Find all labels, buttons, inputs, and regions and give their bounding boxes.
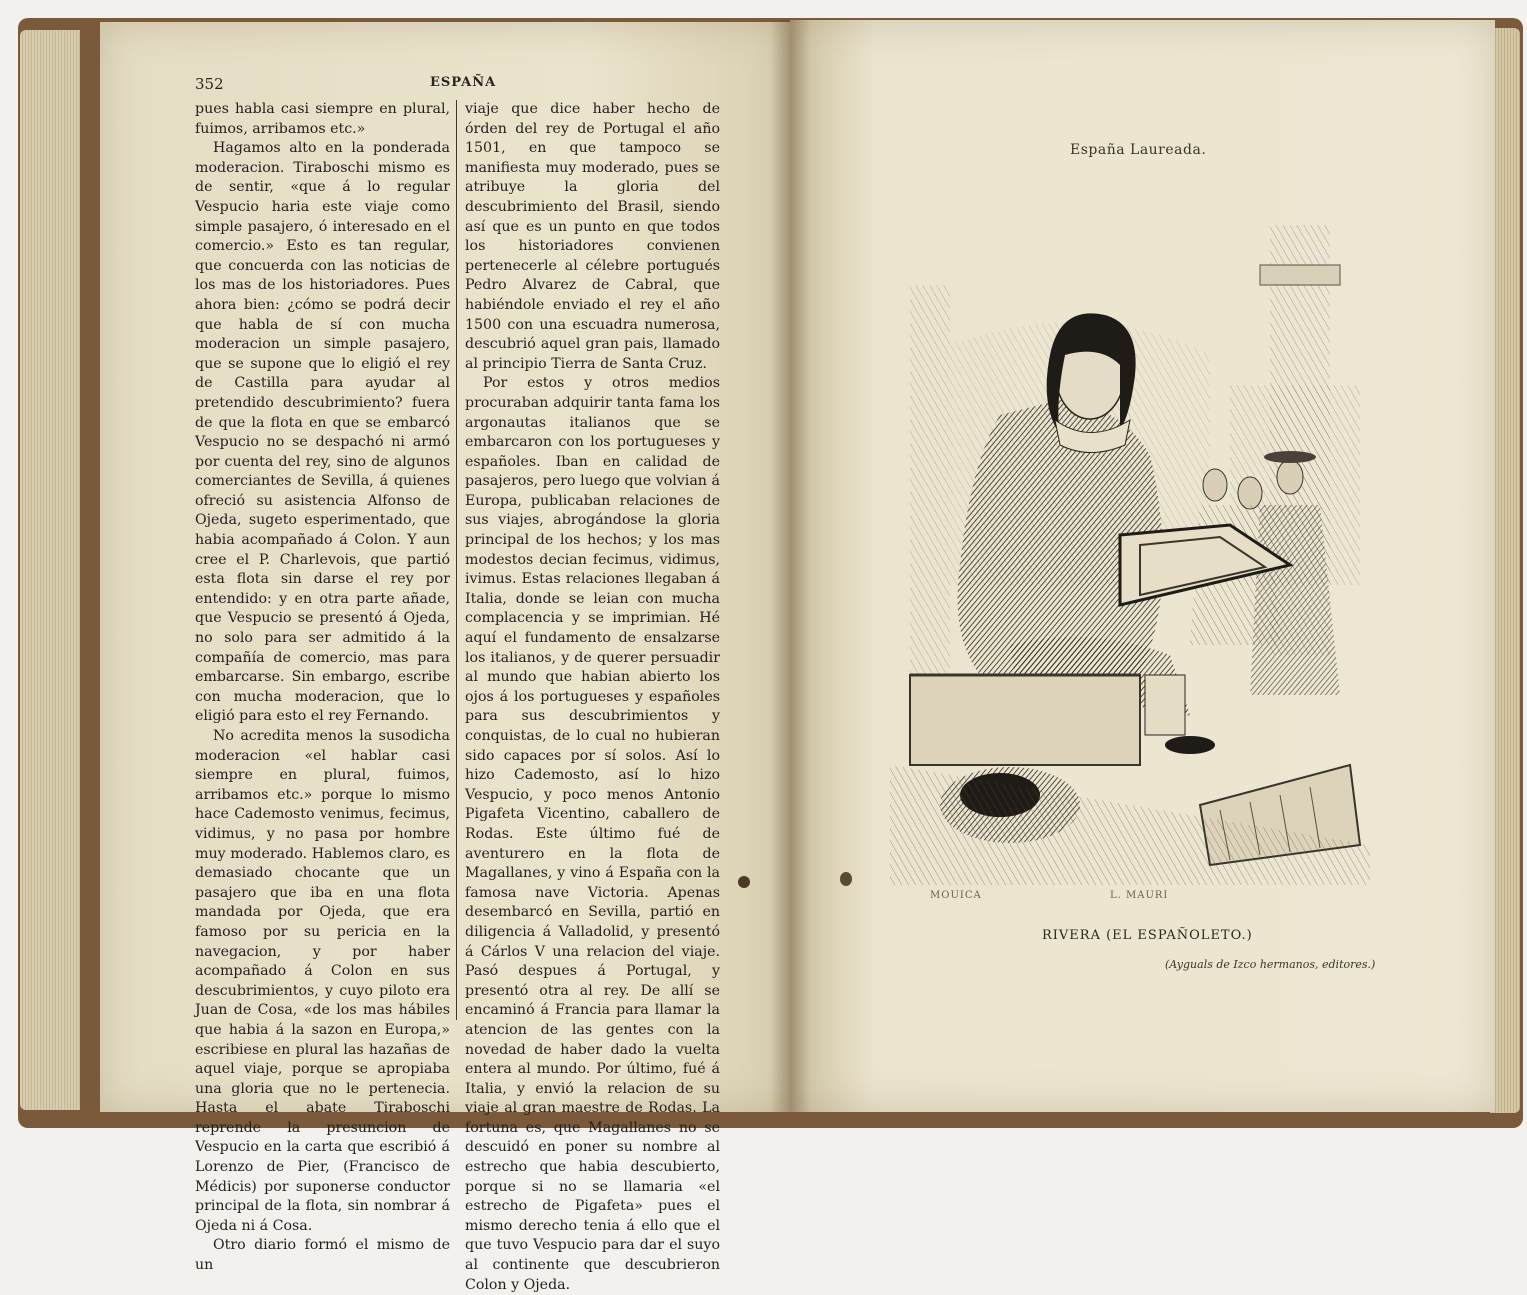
paragraph: No acredita menos la susodicha moderacion «el hablar casi siempre en plural, fuimos, arribamos etc.» porque lo mismo hace Cademosto venimus, fecimus, vidimus, y no pasa por hombre muy moderado. Hablemos claro, es demasiado chocante que un pasajero que iba en una flota mandada por Ojeda, que era famoso por su pericia en la navegacion, y por haber acompañado á Colon en sus descubrimientos, y cuyo piloto era Juan de Cosa, «de los mas hábiles que habia á la sazon en Europa,» escribiese en plural las hazañas de aquel viaje, porque se apropiaba una gloria que no le pertenecia. Hasta el abate Tiraboschi reprende la presuncion de Vespucio en la carta que escribió á Lorenzo de Pier, (Francisco de Médicis) por suponerse conductor principal de la flota, sin nombrar á Ojeda ni á Cosa. <box>195 728 450 1234</box>
engraver-signature-right: L. MAURI <box>1110 890 1169 901</box>
engraver-signature-left: MOUICA <box>930 890 982 901</box>
page-edges-left <box>20 30 80 1110</box>
paragraph: viaje que dice haber hecho de órden del rey de Portugal el año 1501, en que tampoco se manifiesta muy moderado, pues se atribuye la gloria del descubrimiento del Brasil, siendo así que es un punto en que todos los historiadores convienen pertenecerle al célebre portugués Pedro Alvarez de Cabral, que habiéndole enviado el rey el año 1500 con una escuadra numerosa, descubrió aquel gran pais, llamado al principio Tierra de Santa Cruz. <box>465 101 720 372</box>
column-rule <box>456 100 457 1020</box>
paragraph: Otro diario formó el mismo de un <box>195 1237 450 1274</box>
paragraph: Por estos y otros medios procuraban adquirir tanta fama los argonautas italianos que se embarcaron con los portugueses y españoles. Iban en calidad de pasajeros, pero luego que volvian á Europa, publicaban relaciones de sus viajes, abrogándose la gloria principal de los hechos; y los mas modestos decian fecimus, vidimus, ivimus. Estas relaciones llegaban á Italia, donde se leian con mucha complacencia y se imprimian. Hé aquí el fundamento de ensalzarse los italianos, y de querer persuadir al mundo que habian abierto los ojos á los portugueses y españoles para sus descubrimientos y conquistas, de lo cual no hubieran sido capaces por sí solos. Así lo hizo Cademosto, así lo hizo Vespucio, y poco menos Antonio Pigafeta Vicentino, caballero de Rodas. Este último fué de aventurero en la flota de Magallanes, y vino á España con la famosa nave Victoria. Apenas desembarcó en Sevilla, partió en diligencia á Valladolid, y presentó á Cárlos V una relacion del viaje. Pasó despues á Portugal, y presentó otra al rey. De allí se encaminó á Francia para llamar la atencion de las gentes con la novedad de haber dado la vuelta entera al mundo. Por último, fué á Italia, y envió la relacion de su viaje al gran maestre de Rodas. La fortuna es, que Magallanes no se descuidó en poner su nombre al estrecho que habia descubierto, porque si no se llamaria «el estrecho de Pigafeta» pues el mismo derecho tenia á ello que el que tuvo Vespucio para dar el suyo al continente que descubrieron Colon y Ojeda. <box>465 375 720 1293</box>
worm-hole <box>738 876 750 888</box>
book-gutter <box>770 20 810 1112</box>
plate-header: España Laureada. <box>1070 142 1207 158</box>
text-column-right <box>465 100 720 1295</box>
paragraph: pues habla casi siempre en plural, fuimos, arribamos etc.» <box>195 101 450 137</box>
page-number: 352 <box>195 75 224 93</box>
plate-caption: RIVERA (EL ESPAÑOLETO.) <box>1042 928 1253 943</box>
running-title: ESPAÑA <box>430 75 497 90</box>
publisher-credit: (Ayguals de Izco hermanos, editores.) <box>1165 958 1376 971</box>
engraving-illustration <box>890 205 1370 885</box>
paragraph: Hagamos alto en la ponderada moderacion. Tiraboschi mismo es de sentir, «que á lo regular Vespucio haria este viaje como simple pasajero, ó interesado en el comercio.» Esto es tan regular, que concuerda con las noticias de los mas de los historiadores. Pues ahora bien: ¿cómo se podrá decir que habla de sí con mucha moderacion un simple pasajero, que se supone que lo eligió el rey de Castilla para ayudar al pretendido descubrimiento? fuera de que la flota en que se embarcó Vespucio no se despachó ni armó por cuenta del rey, sino de algunos comerciantes de Sevilla, á quienes ofreció su asistencia Alfonso de Ojeda, sugeto esperimentado, que habia acompañado á Colon. Y aun cree el P. Charlevois, que partió esta flota sin darse el rey por entendido: y en otra parte añade, que Vespucio se presentó á Ojeda, no solo para ser admitido á la compañía de comercio, mas para embarcarse. Sin embargo, escribe con mucha moderacion, que lo eligió para esto el rey Fernando. <box>195 140 450 725</box>
worm-hole <box>840 872 852 886</box>
text-column-left <box>195 100 450 1276</box>
